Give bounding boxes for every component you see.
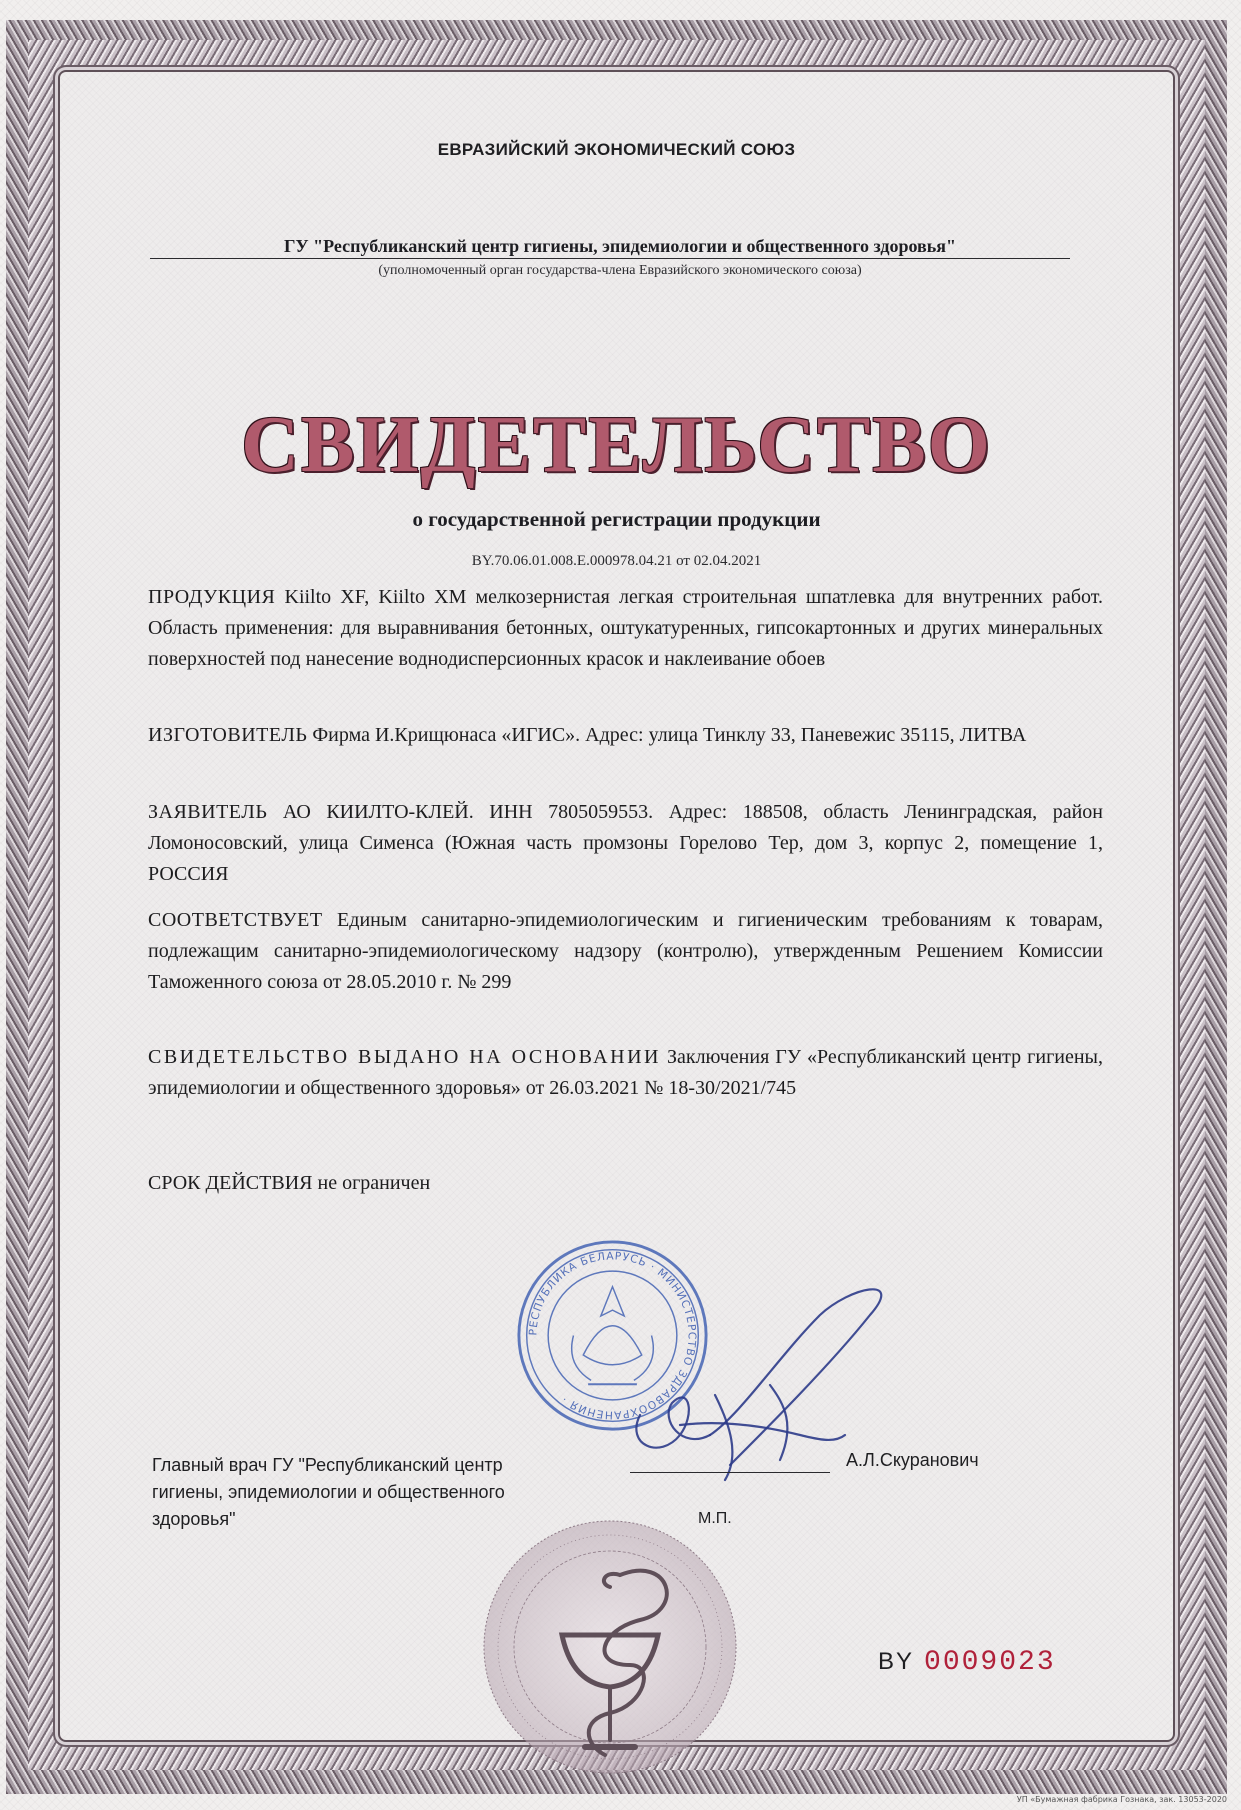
basis-section <box>148 1042 1103 1104</box>
basis-label: СВИДЕТЕЛЬСТВО ВЫДАНО НА ОСНОВАНИИ <box>148 1046 661 1068</box>
product-label: ПРОДУКЦИЯ <box>148 586 276 608</box>
applicant-section <box>148 797 1103 890</box>
compliance-text: Единым санитарно-эпидемиологическим и гигиеническим требованиям к товарам, подлежащим санитарно-эпидемиологическому надзору (контролю), утвержденным Решением Комиссии Таможенного союза от 28.05.2010 г. № 299 <box>148 909 1103 993</box>
signatory-name: А.Л.Скуранович <box>846 1450 979 1470</box>
compliance-label: СООТВЕТСТВУЕТ <box>148 909 323 931</box>
product-section <box>148 582 1103 675</box>
applicant-text: АО КИИЛТО-КЛЕЙ. ИНН 7805059553. Адрес: 188508, область Ленинградская, район Ломоносовский, улица Сименса (Южная часть промзоны Горелово Тер, дом 3, корпус 2, помещение 1, РОССИЯ <box>148 801 1104 885</box>
medical-emblem-watermark <box>470 1515 750 1780</box>
validity-section <box>148 1168 1103 1199</box>
compliance-section <box>148 905 1103 998</box>
basis-text: Заключения ГУ «Республиканский центр гигиены, эпидемиологии и общественного здоровья» от 26.03.2021 № 18-30/2021/745 <box>148 1046 1103 1099</box>
issuing-authority: ГУ "Республиканский центр гигиены, эпидемиологии и общественного здоровья" <box>283 236 956 256</box>
signatory-position: Главный врач ГУ "Республиканский центр гигиены, эпидемиологии и общественного здоровья" <box>152 1455 505 1529</box>
seal-place-label: М.П. <box>698 1510 732 1527</box>
document-subtitle: о государственной регистрации продукции <box>412 507 821 531</box>
applicant-label: ЗАЯВИТЕЛЬ <box>148 801 268 823</box>
manufacturer-label: ИЗГОТОВИТЕЛЬ <box>148 724 308 746</box>
authority-note: (уполномоченный орган государства-члена Евразийского экономического союза) <box>378 263 862 278</box>
registration-number: BY.70.06.01.008.E.000978.04.21 от 02.04.2021 <box>471 553 762 569</box>
union-title: ЕВРАЗИЙСКИЙ ЭКОНОМИЧЕСКИЙ СОЮЗ <box>437 140 796 159</box>
stamp-ring-text: РЕСПУБЛИКА БЕЛАРУСЬ · МИНИСТЕРСТВО ЗДРАВООХРАНЕНИЯ · <box>526 1249 699 1422</box>
serial-prefix: BY <box>878 1648 915 1675</box>
document-title: СВИДЕТЕЛЬСТВО <box>241 401 992 489</box>
manufacturer-section <box>148 720 1103 751</box>
manufacturer-text: Фирма И.Крищюнаса «ИГИС». Адрес: улица Тинклу 33, Паневежис 35115, ЛИТВА <box>312 724 1027 746</box>
product-text: Kiilto XF, Kiilto XM мелкозернистая легкая строительная шпатлевка для внутренних работ. Область применения: для выравнивания бетонных, оштукатуренных, гипсокартонных и других минеральных поверхностей под нанесение воднодисперсионных красок и наклеивание обоев <box>148 586 1103 670</box>
signature-line <box>630 1472 830 1473</box>
serial-number: 0009023 <box>924 1647 1056 1678</box>
validity-label: СРОК ДЕЙСТВИЯ <box>148 1172 313 1194</box>
authority-underline <box>150 258 1070 259</box>
printer-imprint: УП «Бумажная фабрика Гознака, зак. 13053-2020 <box>1016 1795 1227 1804</box>
validity-text: не ограничен <box>317 1172 431 1194</box>
serial-number-block <box>878 1647 1056 1678</box>
